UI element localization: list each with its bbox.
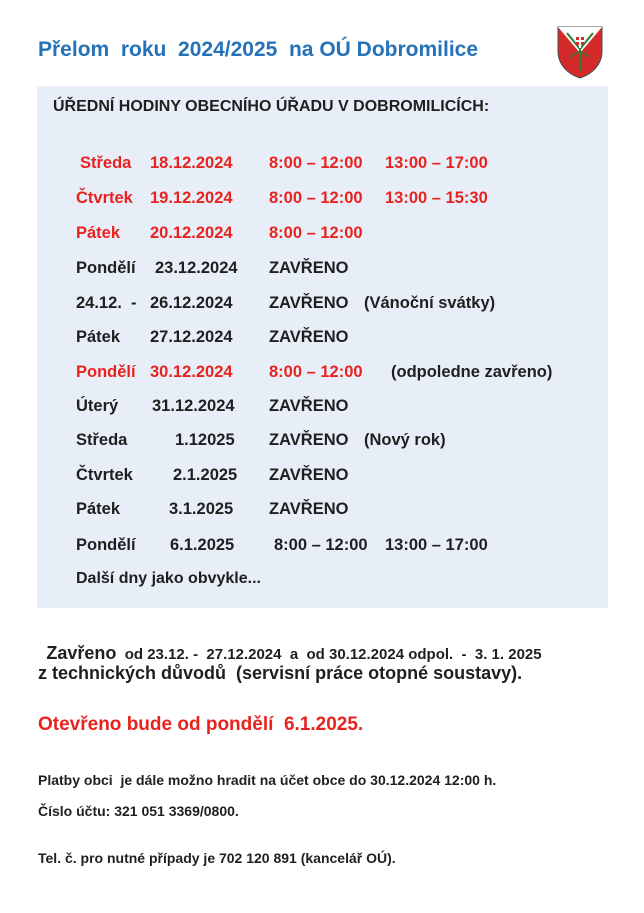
row-afternoon-hours: 13:00 – 17:00 (385, 154, 488, 172)
office-hours-row (0, 397, 644, 421)
closed-label: Zavřeno (46, 643, 117, 663)
row-afternoon-hours: 13:00 – 15:30 (385, 189, 488, 207)
row-date: 2.1.2025 (173, 466, 238, 484)
row-date: 23.12.2024 (155, 259, 238, 277)
row-day: Středa (80, 154, 132, 172)
row-day: Pátek (76, 500, 121, 518)
closure-line (38, 626, 542, 664)
row-day: Středa (76, 431, 128, 449)
row-note: (Vánoční svátky) (364, 294, 496, 312)
row-date: 1.12025 (175, 431, 235, 449)
row-morning-hours: 8:00 – 12:00 (269, 363, 363, 381)
row-date: 3.1.2025 (169, 500, 234, 518)
row-date: 27.12.2024 (150, 328, 233, 346)
row-morning-hours: 8:00 – 12:00 (269, 224, 363, 242)
row-date: 18.12.2024 (150, 154, 233, 172)
office-hours-row (0, 189, 644, 213)
closed-range: od 23.12. - 27.12.2024 a od 30.12.2024 odpol. - 3. 1. 2025 (116, 646, 542, 663)
row-morning-hours: ZAVŘENO (269, 294, 349, 312)
row-day: Pátek (76, 224, 121, 242)
office-hours-row (0, 431, 644, 455)
row-date: 30.12.2024 (150, 363, 233, 381)
row-note: (Nový rok) (364, 431, 446, 449)
office-hours-row (0, 259, 644, 283)
office-hours-row (0, 294, 644, 318)
row-date: 26.12.2024 (150, 294, 233, 312)
row-morning-hours: 8:00 – 12:00 (269, 189, 363, 207)
municipal-coat-of-arms-icon (556, 25, 604, 79)
row-day: Úterý (76, 397, 119, 415)
office-hours-row (0, 536, 644, 560)
row-day: Pondělí (76, 363, 136, 381)
office-hours-row (0, 466, 644, 490)
payment-info: Platby obci je dále možno hradit na účet obce do 30.12.2024 12:00 h. (38, 772, 497, 788)
row-date: 20.12.2024 (150, 224, 233, 242)
row-morning-hours: ZAVŘENO (269, 397, 349, 415)
office-hours-heading: ÚŘEDNÍ HODINY OBECNÍHO ÚŘADU V DOBROMILICÍCH: (53, 98, 490, 115)
row-morning-hours: ZAVŘENO (269, 259, 349, 277)
office-hours-row (0, 500, 644, 524)
row-note: (odpoledne zavřeno) (391, 363, 553, 381)
row-day: Čtvrtek (76, 189, 133, 207)
row-date: 6.1.2025 (170, 536, 235, 554)
reopen-notice: Otevřeno bude od pondělí 6.1.2025. (38, 714, 364, 735)
row-morning-hours: ZAVŘENO (269, 431, 349, 449)
account-number: Číslo účtu: 321 051 3369/0800. (38, 803, 239, 819)
row-day: Pátek (76, 328, 121, 346)
row-afternoon-hours: 13:00 – 17:00 (385, 536, 488, 554)
row-morning-hours: ZAVŘENO (269, 328, 349, 346)
row-date: 19.12.2024 (150, 189, 233, 207)
office-hours-row (0, 154, 644, 178)
page-title: Přelom roku 2024/2025 na OÚ Dobromilice (38, 38, 479, 61)
row-morning-hours: ZAVŘENO (269, 500, 349, 518)
office-hours-footer: Další dny jako obvykle... (76, 570, 261, 587)
emergency-phone: Tel. č. pro nutné případy je 702 120 891 (kancelář OÚ). (38, 850, 396, 866)
row-morning-hours: ZAVŘENO (269, 466, 349, 484)
row-day: Pondělí (76, 259, 136, 277)
row-morning-hours: 8:00 – 12:00 (269, 154, 363, 172)
office-hours-row (0, 363, 644, 387)
row-day: Čtvrtek (76, 466, 133, 484)
office-hours-row (0, 224, 644, 248)
row-morning-hours: 8:00 – 12:00 (274, 536, 368, 554)
row-day: 24.12. - (76, 294, 137, 312)
row-day: Pondělí (76, 536, 136, 554)
office-hours-row (0, 328, 644, 352)
closure-reason: z technických důvodů (servisní práce otopné soustavy). (38, 663, 523, 683)
row-date: 31.12.2024 (152, 397, 235, 415)
